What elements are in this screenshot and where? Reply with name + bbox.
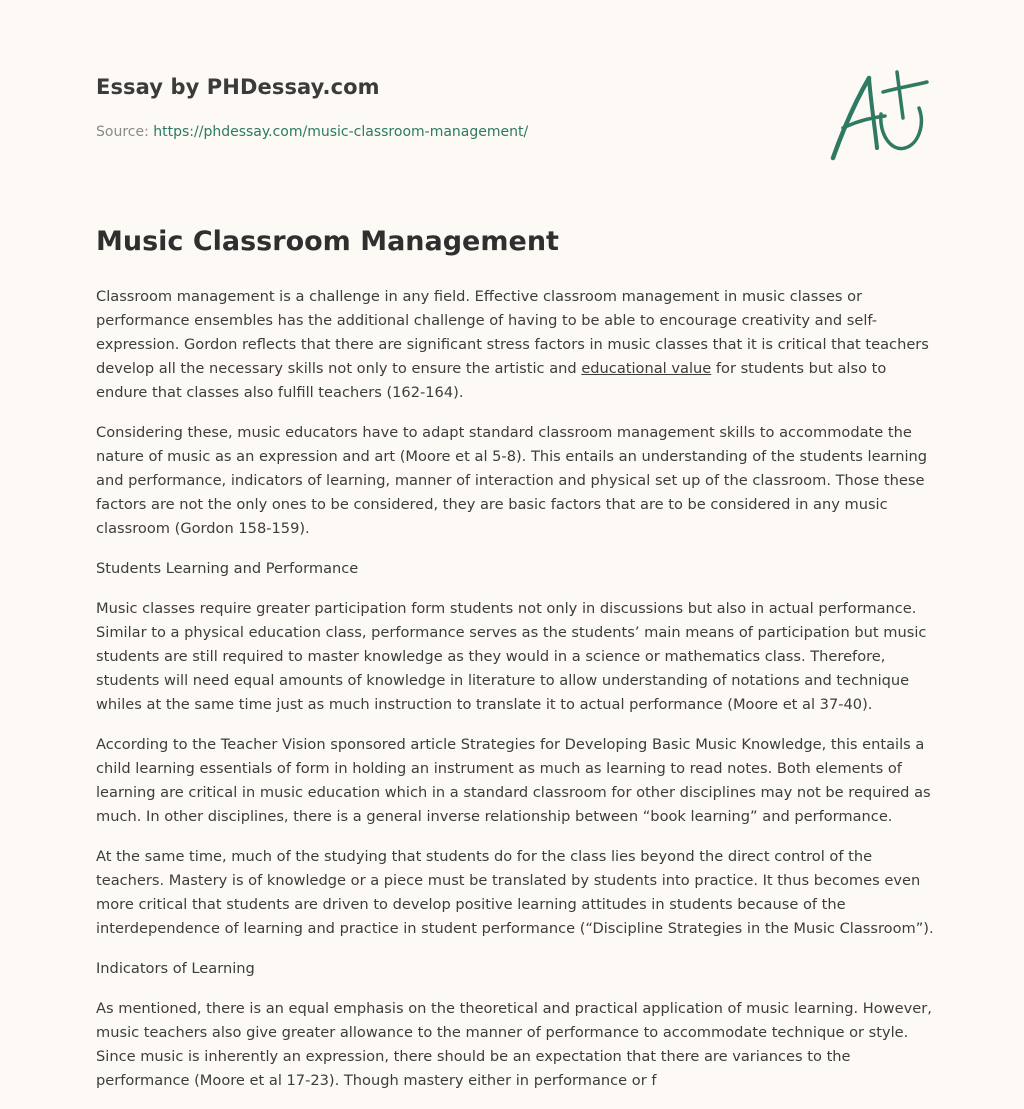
paragraph-1-text-start: Classroom management is a challenge in any field. Effective classroom management in music classes or performance ensembles has the additional challenge of having to be able to encourage creativity and self-expression. Gordon reflects that there are significant stress factors in music classes that it is critical that teachers develop all the necessary skills not only to ensure the artistic and bbox=[96, 288, 929, 377]
paragraph-1 bbox=[96, 285, 936, 405]
essay-body bbox=[96, 285, 936, 1109]
educational-value-link[interactable]: educational value bbox=[581, 360, 712, 377]
paragraph-2: Considering these, music educators have to adapt standard classroom management skills to accommodate the nature of music as an expression and art (Moore et al 5-8). This entails an understanding of the students learning and performance, indicators of learning, manner of interaction and physical set up of the classroom. Those these factors are not the only ones to be considered, they are basic factors that are to be considered in any music classroom (Gordon 158-159). bbox=[96, 424, 928, 537]
paragraph-1-text-end: for students but also to endure that classes also fulfill teachers (162-164). bbox=[96, 360, 887, 401]
source-line bbox=[96, 124, 528, 140]
paragraph-5: At the same time, much of the studying that students do for the class lies beyond the direct control of the teachers. Mastery is of knowledge or a piece must be translated by students into practice. It thus becomes even more critical that students are driven to develop positive learning attitudes in students because of the interdependence of learning and practice in student performance (“Discipline Strategies in the Music Classroom”). bbox=[96, 848, 934, 937]
source-link[interactable]: https://phdessay.com/music-classroom-management/ bbox=[153, 124, 529, 140]
paragraph-3: Music classes require greater participation form students not only in discussions but also in actual performance. Similar to a physical education class, performance serves as the students’ main means of participation but music students are still required to master knowledge as they would in a science or mathematics class. Therefore, students will need equal amounts of knowledge in literature to allow understanding of notations and technique whiles at the same time just as much instruction to translate it to actual performance (Moore et al 37-40). bbox=[96, 600, 927, 713]
a-plus-logo-icon bbox=[829, 68, 929, 164]
source-label: Source: bbox=[96, 124, 149, 140]
section-heading-students-learning: Students Learning and Performance bbox=[96, 560, 359, 577]
essay-title: Music Classroom Management bbox=[96, 226, 559, 257]
paragraph-6: As mentioned, there is an equal emphasis on the theoretical and practical application of music learning. However, music teachers also give greater allowance to the manner of performance to accommodate technique or style. Since music is inherently an expression, there should be an expectation that there are variances to the performance (Moore et al 17-23). Though mastery either in performance or f bbox=[96, 1000, 932, 1089]
section-heading-indicators: Indicators of Learning bbox=[96, 960, 255, 977]
site-brand: Essay by PHDessay.com bbox=[96, 75, 380, 99]
paragraph-4: According to the Teacher Vision sponsored article Strategies for Developing Basic Music Knowledge, this entails a child learning essentials of form in holding an instrument as much as learning to read notes. Both elements of learning are critical in music education which in a standard classroom for other disciplines may not be required as much. In other disciplines, there is a general inverse relationship between “book learning” and performance. bbox=[96, 736, 931, 825]
